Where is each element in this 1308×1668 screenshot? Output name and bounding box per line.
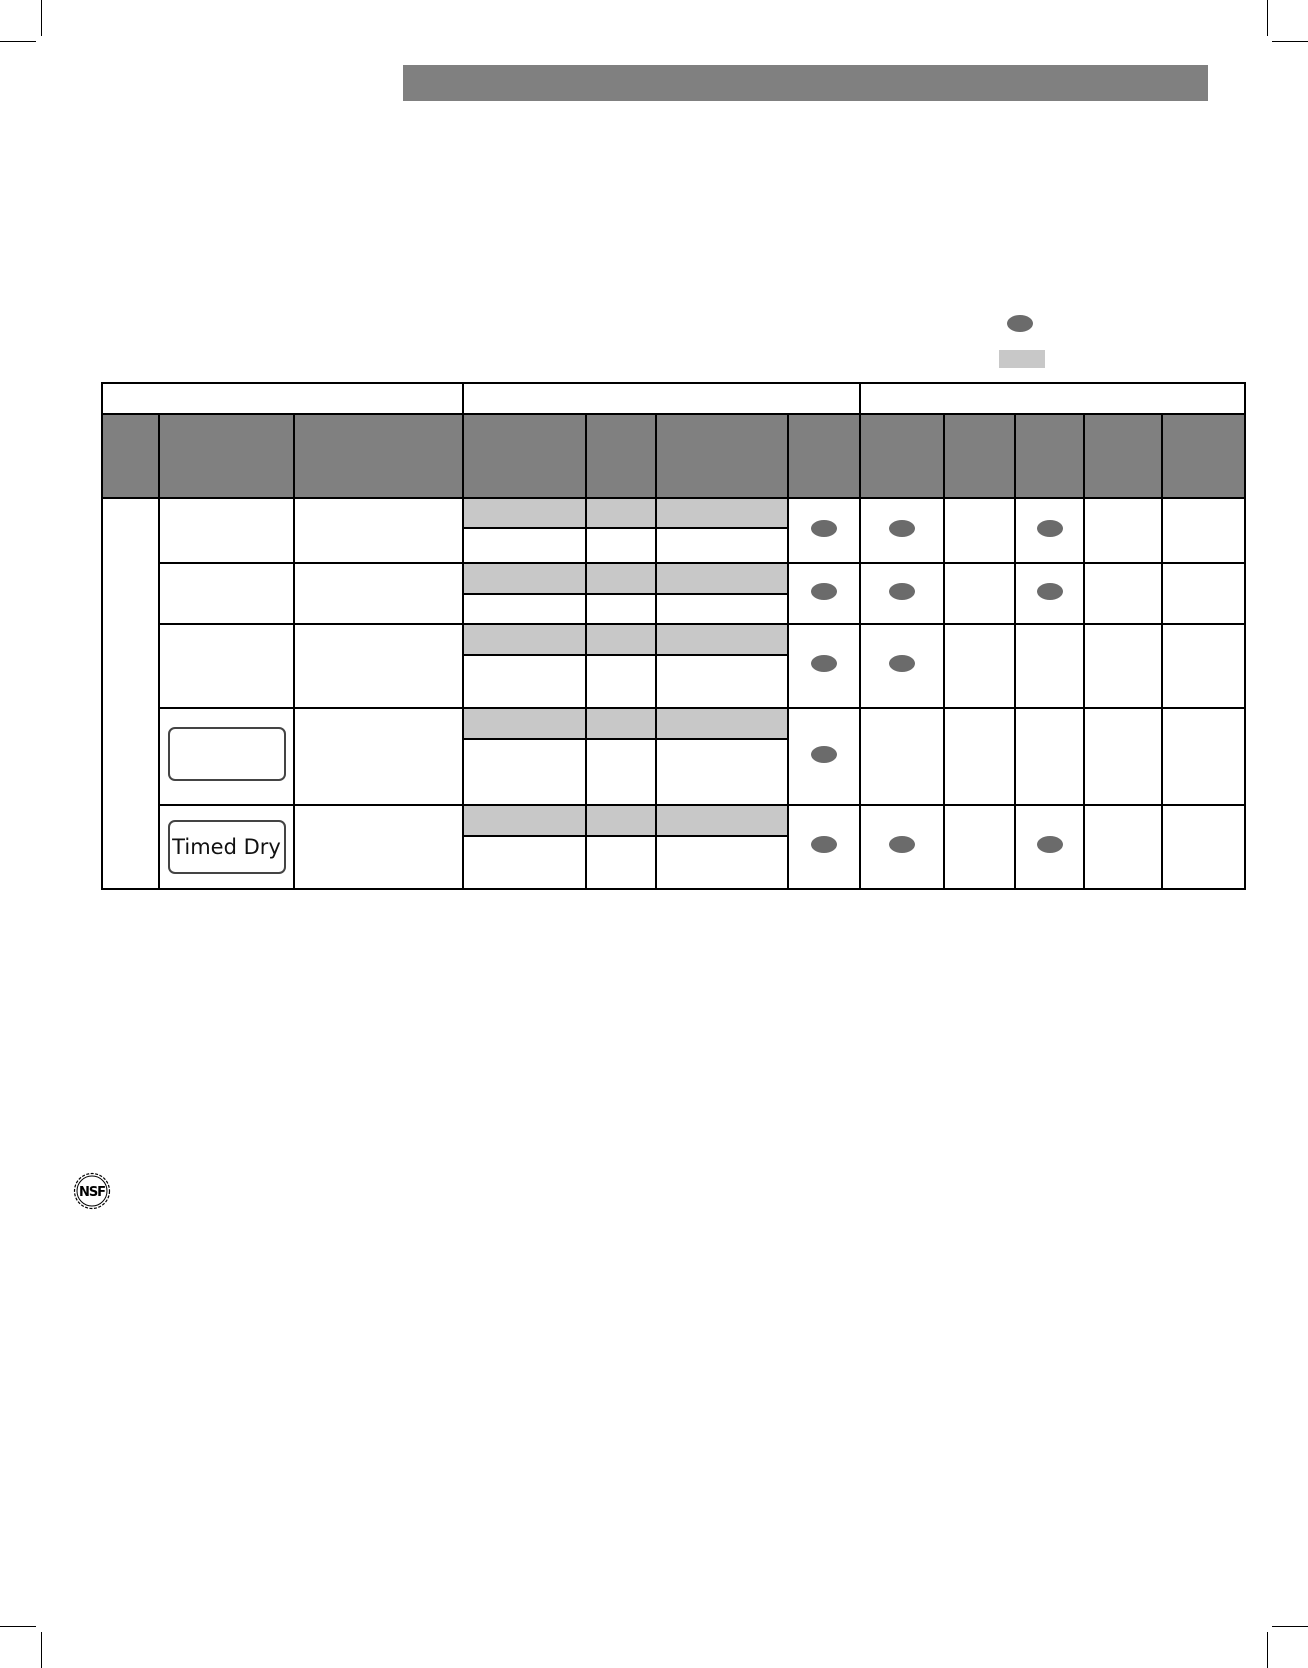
timed-dry-button-icon: Timed Dry — [168, 820, 286, 874]
column-header-cell — [656, 414, 788, 498]
column-header-cell — [159, 414, 294, 498]
nsf-logo-icon — [73, 1172, 111, 1210]
shaded-cell — [463, 805, 586, 836]
shaded-cell — [656, 805, 788, 836]
option-cell — [1015, 563, 1084, 624]
option-cell — [788, 624, 860, 708]
crop-mark — [0, 41, 36, 42]
indicator-dot-icon — [811, 520, 837, 537]
shaded-cell — [463, 708, 586, 739]
option-cell — [1162, 563, 1245, 624]
value-cell — [463, 655, 586, 708]
column-header-cell — [586, 414, 656, 498]
column-header-cell — [944, 414, 1015, 498]
crop-mark — [1267, 0, 1268, 36]
table-row — [102, 708, 1245, 739]
option-cell — [860, 498, 944, 563]
value-cell — [586, 528, 656, 563]
cycle-description-cell — [294, 498, 463, 563]
legend-shaded-swatch — [999, 350, 1045, 368]
cycle-description-cell — [294, 708, 463, 805]
column-header-cell — [463, 414, 586, 498]
group-header-row — [102, 383, 1245, 414]
cycle-name-cell — [159, 624, 294, 708]
column-header-cell — [102, 414, 159, 498]
value-cell — [656, 655, 788, 708]
value-cell — [656, 739, 788, 805]
option-cell — [1084, 708, 1162, 805]
table-row — [102, 624, 1245, 655]
option-cell — [1084, 805, 1162, 889]
column-header-cell — [860, 414, 944, 498]
option-cell — [1084, 624, 1162, 708]
option-cell — [1162, 708, 1245, 805]
indicator-dot-icon — [811, 655, 837, 672]
option-cell — [1162, 498, 1245, 563]
cycle-description-cell — [294, 805, 463, 889]
crop-mark — [41, 1632, 42, 1668]
group-header-cell — [463, 383, 860, 414]
value-cell — [463, 739, 586, 805]
value-cell — [656, 836, 788, 889]
option-cell — [1162, 624, 1245, 708]
table-row — [102, 498, 1245, 528]
crop-mark — [41, 0, 42, 36]
value-cell — [656, 528, 788, 563]
crop-mark — [1267, 1632, 1268, 1668]
column-header-cell — [1015, 414, 1084, 498]
option-cell — [944, 498, 1015, 563]
option-cell — [860, 805, 944, 889]
option-cell — [944, 563, 1015, 624]
column-header-row — [102, 414, 1245, 498]
indicator-dot-icon — [889, 520, 915, 537]
indicator-dot-icon — [811, 746, 837, 763]
option-cell — [1015, 708, 1084, 805]
indicator-dot-icon — [811, 836, 837, 853]
value-cell — [656, 594, 788, 624]
option-cell — [788, 563, 860, 624]
option-cell — [1015, 805, 1084, 889]
shaded-cell — [656, 624, 788, 655]
value-cell — [586, 836, 656, 889]
svg-text:NSF: NSF — [78, 1185, 106, 1200]
shaded-cell — [656, 563, 788, 594]
option-cell — [944, 805, 1015, 889]
cycle-description-cell — [294, 624, 463, 708]
legend-dot-icon — [1007, 315, 1033, 332]
indicator-dot-icon — [1037, 520, 1063, 537]
option-cell — [944, 708, 1015, 805]
value-cell — [586, 655, 656, 708]
cycle-description-cell — [294, 563, 463, 624]
shaded-cell — [586, 498, 656, 528]
value-cell — [586, 739, 656, 805]
option-cell — [788, 708, 860, 805]
shaded-cell — [463, 498, 586, 528]
shaded-cell — [586, 805, 656, 836]
column-header-cell — [788, 414, 860, 498]
option-cell — [860, 624, 944, 708]
column-header-cell — [294, 414, 463, 498]
section-header-bar — [403, 65, 1208, 101]
value-cell — [463, 528, 586, 563]
shaded-cell — [586, 563, 656, 594]
cycle-name-cell — [159, 805, 294, 889]
option-cell — [944, 624, 1015, 708]
indicator-dot-icon — [889, 655, 915, 672]
indicator-dot-icon — [889, 583, 915, 600]
option-cell — [860, 708, 944, 805]
option-cell — [860, 563, 944, 624]
column-header-cell — [1084, 414, 1162, 498]
cycle-name-cell — [159, 498, 294, 563]
option-cell — [1084, 563, 1162, 624]
option-cell — [1162, 805, 1245, 889]
table-row — [102, 563, 1245, 594]
shaded-cell — [463, 624, 586, 655]
shaded-cell — [463, 563, 586, 594]
indicator-dot-icon — [1037, 583, 1063, 600]
shaded-cell — [656, 708, 788, 739]
shaded-cell — [586, 708, 656, 739]
option-cell — [788, 805, 860, 889]
cycle-name-cell — [159, 708, 294, 805]
shaded-cell — [656, 498, 788, 528]
option-cell — [1084, 498, 1162, 563]
group-header-cell — [860, 383, 1245, 414]
option-cell — [1015, 624, 1084, 708]
option-cell — [1015, 498, 1084, 563]
value-cell — [586, 594, 656, 624]
value-cell — [463, 836, 586, 889]
group-header-cell — [102, 383, 463, 414]
option-cell — [788, 498, 860, 563]
category-cell — [102, 498, 159, 889]
indicator-dot-icon — [811, 583, 837, 600]
cycle-button-icon — [168, 727, 286, 781]
indicator-dot-icon — [1037, 836, 1063, 853]
shaded-cell — [586, 624, 656, 655]
crop-mark — [1272, 41, 1308, 42]
value-cell — [463, 594, 586, 624]
cycle-chart-table — [101, 382, 1246, 890]
cycle-name-cell — [159, 563, 294, 624]
crop-mark — [1272, 1626, 1308, 1627]
indicator-dot-icon — [889, 836, 915, 853]
column-header-cell — [1162, 414, 1245, 498]
table-row — [102, 805, 1245, 836]
crop-mark — [0, 1626, 36, 1627]
